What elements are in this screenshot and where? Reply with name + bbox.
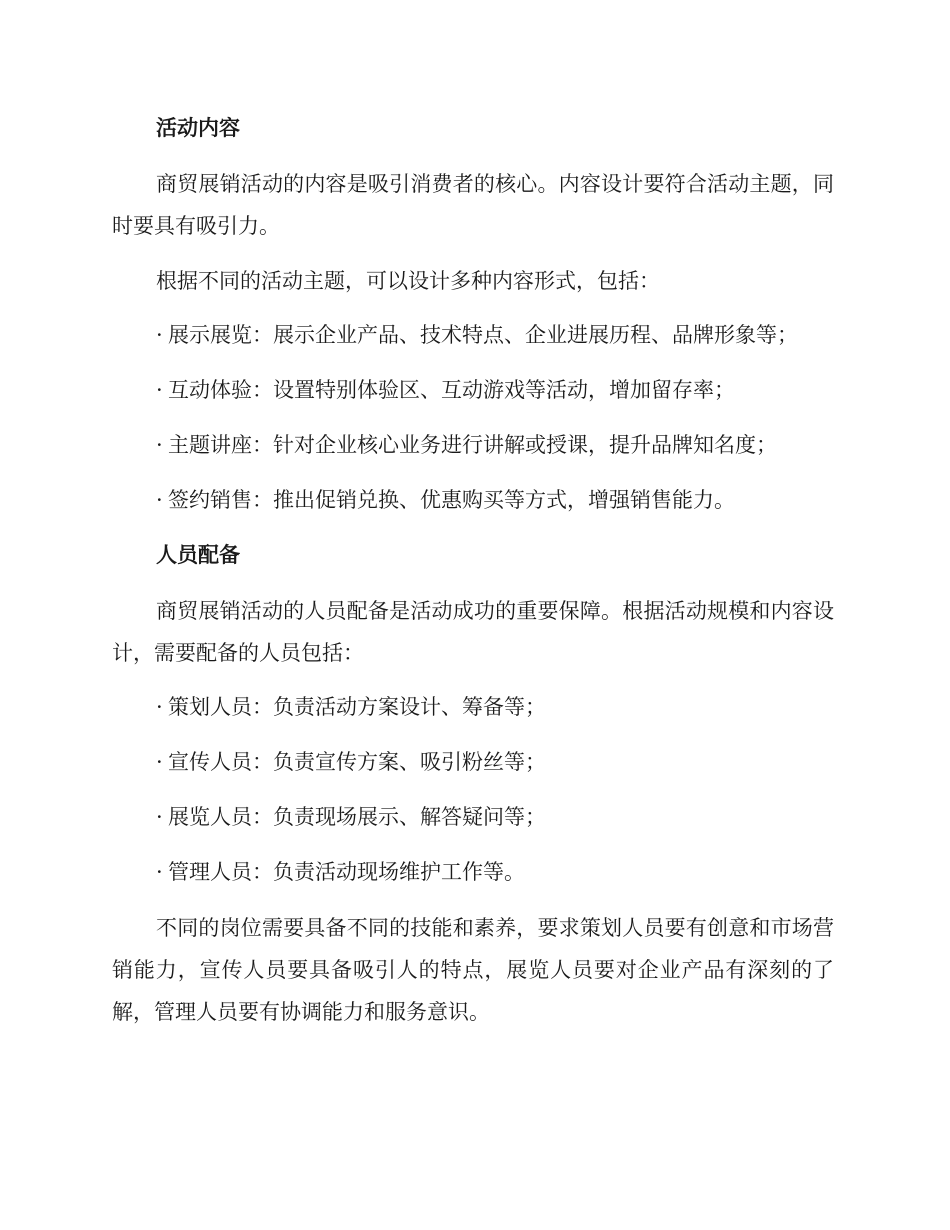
- bullet-icon: ·: [156, 695, 163, 719]
- list-item: [156, 687, 834, 727]
- list-item-text: 签约销售：推出促销兑换、优惠购买等方式，增强销售能力。: [168, 488, 735, 512]
- staffing-intro: 商贸展销活动的人员配备是活动成功的重要保障。根据活动规模和内容设计，需要配备的人员包括：: [112, 599, 834, 665]
- list-item-text: 展览人员：负责现场展示、解答疑问等；: [168, 805, 546, 829]
- activity-content-intro: 商贸展销活动的内容是吸引消费者的核心。内容设计要符合活动主题，同时要具有吸引力。: [112, 172, 834, 238]
- list-item-text: 主题讲座：针对企业核心业务进行讲解或授课，提升品牌知名度；: [168, 433, 777, 457]
- bullet-icon: ·: [156, 433, 163, 457]
- bullet-icon: ·: [156, 488, 163, 512]
- list-item-text: 策划人员：负责活动方案设计、筹备等；: [168, 695, 546, 719]
- list-item: [156, 852, 834, 892]
- document-page: [112, 108, 834, 1046]
- list-item-text: 宣传人员：负责宣传方案、吸引粉丝等；: [168, 750, 546, 774]
- list-item: [156, 425, 834, 465]
- bullet-icon: ·: [156, 805, 163, 829]
- list-item: [156, 742, 834, 782]
- bullet-icon: ·: [156, 750, 163, 774]
- list-item: [156, 370, 834, 410]
- list-item: [156, 315, 834, 355]
- activity-content-lead: 根据不同的活动主题，可以设计多种内容形式，包括：: [156, 269, 660, 293]
- staffing-closing: 不同的岗位需要具备不同的技能和素养，要求策划人员要有创意和市场营销能力，宣传人员要具备吸引人的特点，展览人员要对企业产品有深刻的了解，管理人员要有协调能力和服务意识。: [112, 916, 834, 1024]
- bullet-icon: ·: [156, 323, 163, 347]
- section-heading-activity-content: 活动内容: [156, 116, 240, 140]
- list-item: [156, 480, 834, 520]
- list-item-text: 互动体验：设置特别体验区、互动游戏等活动，增加留存率；: [168, 378, 735, 402]
- bullet-icon: ·: [156, 378, 163, 402]
- list-item-text: 展示展览：展示企业产品、技术特点、企业进展历程、品牌形象等；: [168, 323, 798, 347]
- list-item: [156, 797, 834, 837]
- list-item-text: 管理人员：负责活动现场维护工作等。: [168, 860, 525, 884]
- bullet-icon: ·: [156, 860, 163, 884]
- section-heading-staffing: 人员配备: [156, 543, 240, 567]
